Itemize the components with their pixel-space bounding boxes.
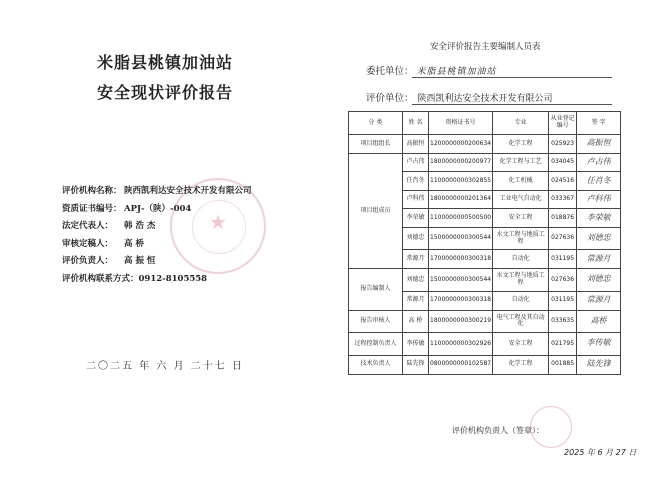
signature: 李荣敏: [577, 209, 621, 228]
cover-title-line1: 米脂县桃镇加油站: [96, 53, 233, 72]
table-row: 刘德忠 1500000000300544 水文工程与地质工程 027636 刘德忠: [349, 227, 621, 250]
signature: 刘德忠: [577, 269, 621, 292]
unit-line: [366, 90, 553, 104]
cover-title-line2: 安全现状评价报告: [96, 83, 233, 102]
report-cover: [0, 0, 330, 477]
info-row: 评价负责人： 高 振 恒: [62, 256, 156, 266]
official-seal: ★: [170, 178, 266, 274]
cover-info-block: [62, 184, 252, 289]
table-row: 项目组成员 卢占伟 1800000000200977 化学工程与工艺 034045 卢占伟: [349, 153, 621, 172]
table-row: 报告编制人 刘德忠 1500000000300544 水文工程与地质工程 027636 刘德忠: [349, 269, 621, 292]
unit-label: 评价单位：: [366, 93, 414, 104]
signature: 刘德忠: [577, 227, 621, 250]
table-row: 卢科伟 1800000000201364 工业电气自动化 033367 卢科伟: [349, 190, 621, 209]
client-label: 委托单位：: [366, 66, 414, 77]
client-value: 米脂县桃镇加油站: [416, 67, 497, 77]
table-row: 过程控制负责人 李传敏 1100000000302926 安全工程 021795 李传敏: [349, 333, 621, 356]
table-row: 项目组组长 高振恒 1200000000200634 化学工程 025923 高振恒: [349, 135, 621, 154]
unit-underline: [412, 104, 612, 105]
cover-date: 二〇二五 年 六 月 二十七 日: [86, 361, 244, 372]
signature: 陆先锋: [577, 355, 621, 374]
signature: 任肖冬: [577, 172, 621, 191]
table-row: 报告审核人 高 桥 1800000000300219 电气工程及其自动化 033635 高桥: [349, 310, 621, 333]
signature: 高振恒: [577, 135, 621, 154]
table-row: 技术负责人 陆先锋 0800000000102587 化学工程 001885 陆先锋: [349, 355, 621, 374]
staff-page: [332, 0, 663, 477]
client-underline: [412, 77, 612, 78]
info-row: 资质证书编号： APJ-（陕）-004: [62, 203, 192, 214]
info-row: 法定代表人： 韩 浩 杰: [62, 221, 156, 231]
signature: 卢科伟: [577, 190, 621, 209]
client-line: [366, 63, 497, 77]
staff-table: [348, 111, 621, 375]
sign-date: 2025 年 6 月 27 日: [564, 448, 637, 457]
staff-page-title: 安全评价报告主要编制人员表: [430, 42, 541, 52]
table-header-row: 分 类 姓 名 资格证书号 专业 从业登记编号 签 字: [349, 112, 621, 135]
signature: 常源月: [577, 250, 621, 269]
signature: 常源月: [577, 291, 621, 310]
info-row: 评价机构联系方式：0912-8105558: [62, 273, 208, 284]
table-row: 任肖冬 1100000000302855 化工机械 024516 任肖冬: [349, 172, 621, 191]
org-head-sign-label: 评价机构负责人（签章）：: [452, 426, 544, 435]
info-row: 审核定稿人： 高 桥: [62, 238, 144, 249]
table-row: 常源月 1700000000300318 自动化 031195 常源月: [349, 250, 621, 269]
signature: 李传敏: [577, 333, 621, 356]
info-row: 评价机构名称： 陕西凯利达安全技术开发有限公司: [62, 186, 252, 196]
signature: 卢占伟: [577, 153, 621, 172]
table-row: 李荣敏 1100000000500500 安全工程 018876 李荣敏: [349, 209, 621, 228]
signature: 高桥: [577, 310, 621, 333]
table-row: 常源月 1700000000300318 自动化 031195 常源月: [349, 291, 621, 310]
unit-value: 陕西凯利达安全技术开发有限公司: [417, 94, 553, 104]
